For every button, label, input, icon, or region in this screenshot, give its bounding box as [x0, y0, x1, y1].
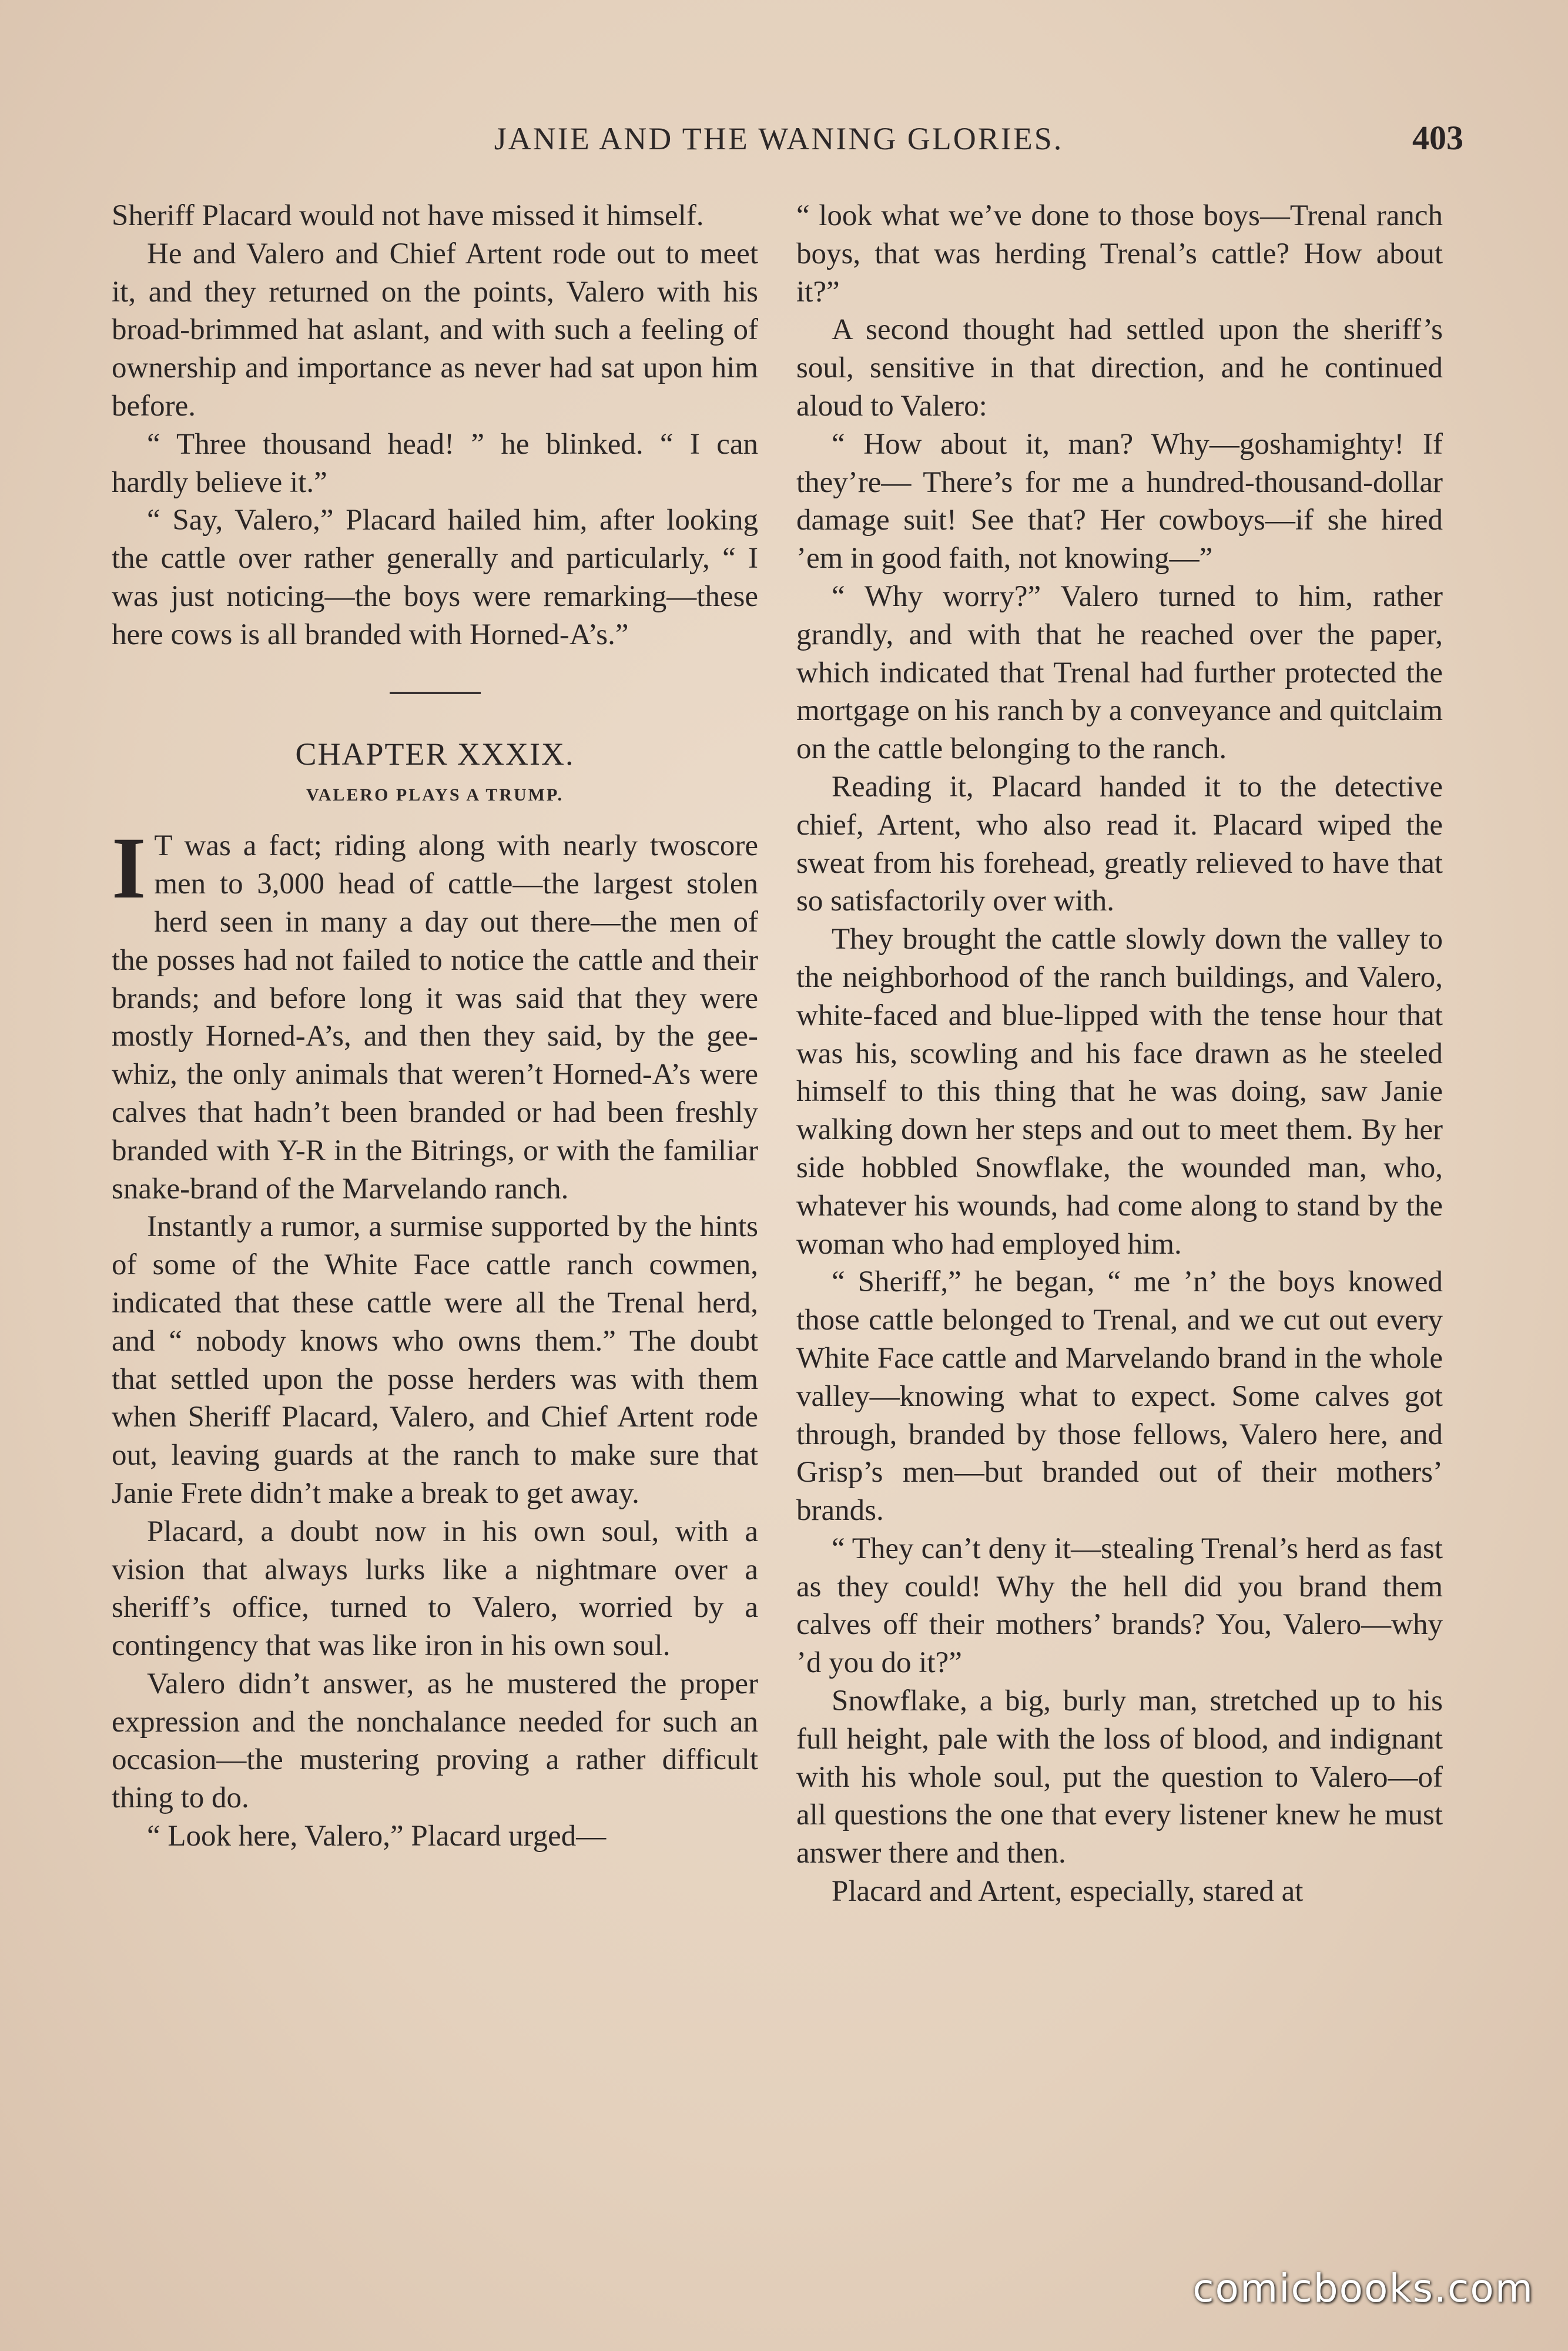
- paragraph: They brought the cattle slowly down the valley to the neighborhood of the ranch buildings, and Valero, white-faced and blue-lipped with the tense hour that was his, scowling and his face drawn as he steeled himself to this thing that he was doing, saw Janie walking down her steps and out to meet them. By her side hobbled Snowflake, the wounded man, who, whatever his wounds, had come along to stand by the woman who had employed him.: [796, 923, 1443, 1261]
- paragraph-text: T was a fact; riding along with nearly twoscore men to 3,000 head of cattle—the largest stolen herd seen in many a day out there—the men of the posses had not failed to notice the cattle and their brands; and before long it was said that they were mostly Horned-A’s, and then they said, by the gee-whiz, the only animals that weren’t Horned-A’s were calves that hadn’t been branded or had been freshly branded with Y-R in the Bitrings, or with the familiar snake-brand of the Marvelando ranch.: [112, 829, 758, 1205]
- running-header: [94, 120, 1463, 173]
- paragraph: “ Three thousand head! ” he blinked. “ I can hardly believe it.”: [112, 427, 758, 499]
- chapter-opening-paragraph: [112, 819, 758, 1208]
- paragraph: A second thought had settled upon the sheriff’s soul, sensitive in that direction, and he continued aloud to Valero:: [796, 313, 1443, 423]
- paragraph: “ Sheriff,” he began, “ me ’n’ the boys knowed those cattle belonged to Trenal, and we cut out every White Face cattle and Marvelando brand in the whole valley—knowing what to expect. Some calves got through, branded by those fellows, Valero here, and Grisp’s men—but branded out of their mothers’ brands.: [796, 1265, 1443, 1528]
- running-title: JANIE AND THE WANING GLORIES.: [494, 121, 1064, 156]
- paragraph: Placard and Artent, especially, stared at: [832, 1875, 1304, 1908]
- chapter-divider: [390, 692, 481, 694]
- paragraph: “ Why worry?” Valero turned to him, rather grandly, and with that he reached over the paper, which indicated that Trenal had further protected the mortgage on his ranch by a conveyance and quitclaim on the cattle belonging to the ranch.: [796, 580, 1443, 766]
- paragraph: Snowflake, a big, burly man, stretched up to his full height, pale with the loss of blood, and indignant with his whole soul, put the question to Valero—of all questions the one that every listener knew he must answer there and then.: [796, 1684, 1443, 1870]
- watermark: comicbooks.com: [1192, 2266, 1534, 2311]
- paragraph: “ look what we’ve done to those boys—Trenal ranch boys, that was herding Trenal’s cattle? How about it?”: [796, 199, 1443, 309]
- paragraph: “ Say, Valero,” Placard hailed him, after looking the cattle over rather generally and particularly, “ I was just noticing—the boys were remarking—these here cows is all branded with Horned-A’s.”: [112, 504, 758, 651]
- paragraph: “ How about it, man? Why—goshamighty! If they’re— There’s for me a hundred-thousand-dollar damage suit! See that? Her cowboys—if she hired ’em in good faith, not knowing—”: [796, 427, 1443, 575]
- right-column: [796, 197, 1443, 1911]
- left-column: [112, 197, 758, 1856]
- paragraph: Reading it, Placard handed it to the detective chief, Artent, who also read it. Placard wiped the sweat from his forehead, greatly relieved to have that so satisfactorily over with.: [796, 770, 1443, 918]
- paragraph: He and Valero and Chief Artent rode out to meet it, and they returned on the points, Valero with his broad-brimmed hat aslant, and with such a feeling of ownership and importance as never had sat upon him before.: [112, 237, 758, 423]
- paragraph: “ They can’t deny it—stealing Trenal’s herd as fast as they could! Why the hell did you brand them calves off their mothers’ brands? You, Valero—why ’d you do it?”: [796, 1532, 1443, 1680]
- chapter-title: CHAPTER XXXIX.: [295, 736, 575, 772]
- paragraph: Placard, a doubt now in his own soul, with a vision that always lurks like a nightmare over a sheriff’s office, turned to Valero, worried by a contingency that was like iron in his own soul.: [112, 1515, 758, 1663]
- paragraph: “ Look here, Valero,” Placard urged—: [147, 1820, 607, 1853]
- paragraph: Sheriff Placard would not have missed it himself.: [112, 199, 704, 232]
- paragraph: Valero didn’t answer, as he mustered the proper expression and the nonchalance needed for such an occasion—the mustering proving a rather difficult thing to do.: [112, 1667, 758, 1815]
- page-number: 403: [1412, 119, 1463, 157]
- chapter-subtitle: VALERO PLAYS A TRUMP.: [306, 785, 564, 805]
- paragraph: Instantly a rumor, a surmise supported by the hints of some of the White Face cattle ranch cowmen, indicated that these cattle were all the Trenal herd, and “ nobody knows who owns them.” The doubt that settled upon the posse herders was with them when Sheriff Placard, Valero, and Chief Artent rode out, leaving guards at the ranch to make sure that Janie Frete didn’t make a break to get away.: [112, 1210, 758, 1510]
- drop-cap: I: [112, 819, 146, 917]
